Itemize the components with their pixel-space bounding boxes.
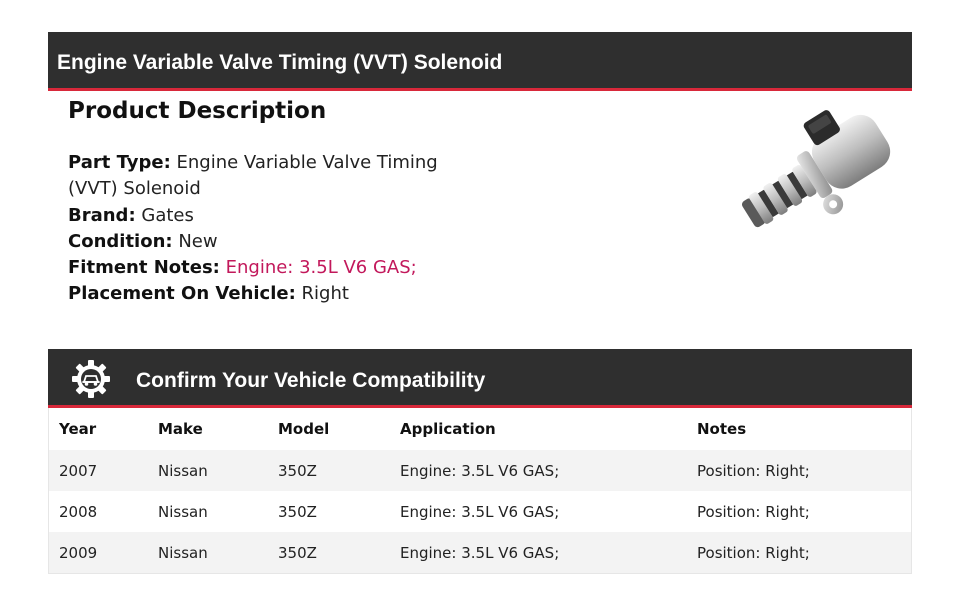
cell-year: 2008 (49, 491, 149, 532)
table-row (49, 491, 912, 532)
product-image (725, 96, 915, 244)
part-type-value: Engine Variable Valve Timing (VVT) Solenoid (68, 152, 438, 200)
cell-make: Nissan (148, 491, 268, 532)
cell-model: 350Z (268, 491, 390, 532)
cell-notes: Position: Right; (687, 491, 912, 532)
cell-notes: Position: Right; (687, 532, 912, 574)
part-type-label: Part Type: (68, 152, 171, 173)
compatibility-table (48, 408, 912, 574)
compatibility-title: Confirm Your Vehicle Compatibility (136, 369, 486, 392)
brand-label: Brand: (68, 204, 136, 226)
condition-label: Condition: (68, 230, 173, 252)
table-row (49, 532, 912, 574)
column-header-make: Make (148, 408, 268, 450)
product-title-bar (48, 32, 912, 91)
cell-application: Engine: 3.5L V6 GAS; (390, 491, 687, 532)
table-row (49, 450, 912, 491)
gear-car-icon (70, 358, 112, 400)
column-header-notes: Notes (687, 408, 912, 450)
cell-make: Nissan (148, 532, 268, 574)
placement-label: Placement On Vehicle: (68, 283, 296, 305)
cell-year: 2007 (49, 450, 149, 491)
cell-year: 2009 (49, 532, 149, 574)
column-header-year: Year (49, 408, 149, 450)
brand-line (68, 203, 448, 229)
cell-model: 350Z (268, 532, 390, 574)
part-type-line (68, 150, 448, 203)
brand-value: Gates (141, 204, 194, 226)
cell-application: Engine: 3.5L V6 GAS; (390, 450, 687, 491)
cell-application: Engine: 3.5L V6 GAS; (390, 532, 687, 574)
fitment-line (68, 255, 448, 281)
table-header-row (49, 408, 912, 450)
condition-value: New (178, 230, 218, 252)
placement-line (68, 281, 448, 307)
fitment-label: Fitment Notes: (68, 257, 220, 279)
description-list (68, 150, 448, 308)
description-heading: Product Description (68, 98, 327, 124)
product-title: Engine Variable Valve Timing (VVT) Solenoid (57, 51, 503, 74)
cell-notes: Position: Right; (687, 450, 912, 491)
condition-line (68, 229, 448, 255)
column-header-application: Application (390, 408, 687, 450)
compatibility-bar (48, 349, 912, 408)
cell-make: Nissan (148, 450, 268, 491)
fitment-value: Engine: 3.5L V6 GAS; (225, 257, 417, 279)
cell-model: 350Z (268, 450, 390, 491)
column-header-model: Model (268, 408, 390, 450)
placement-value: Right (301, 283, 349, 305)
